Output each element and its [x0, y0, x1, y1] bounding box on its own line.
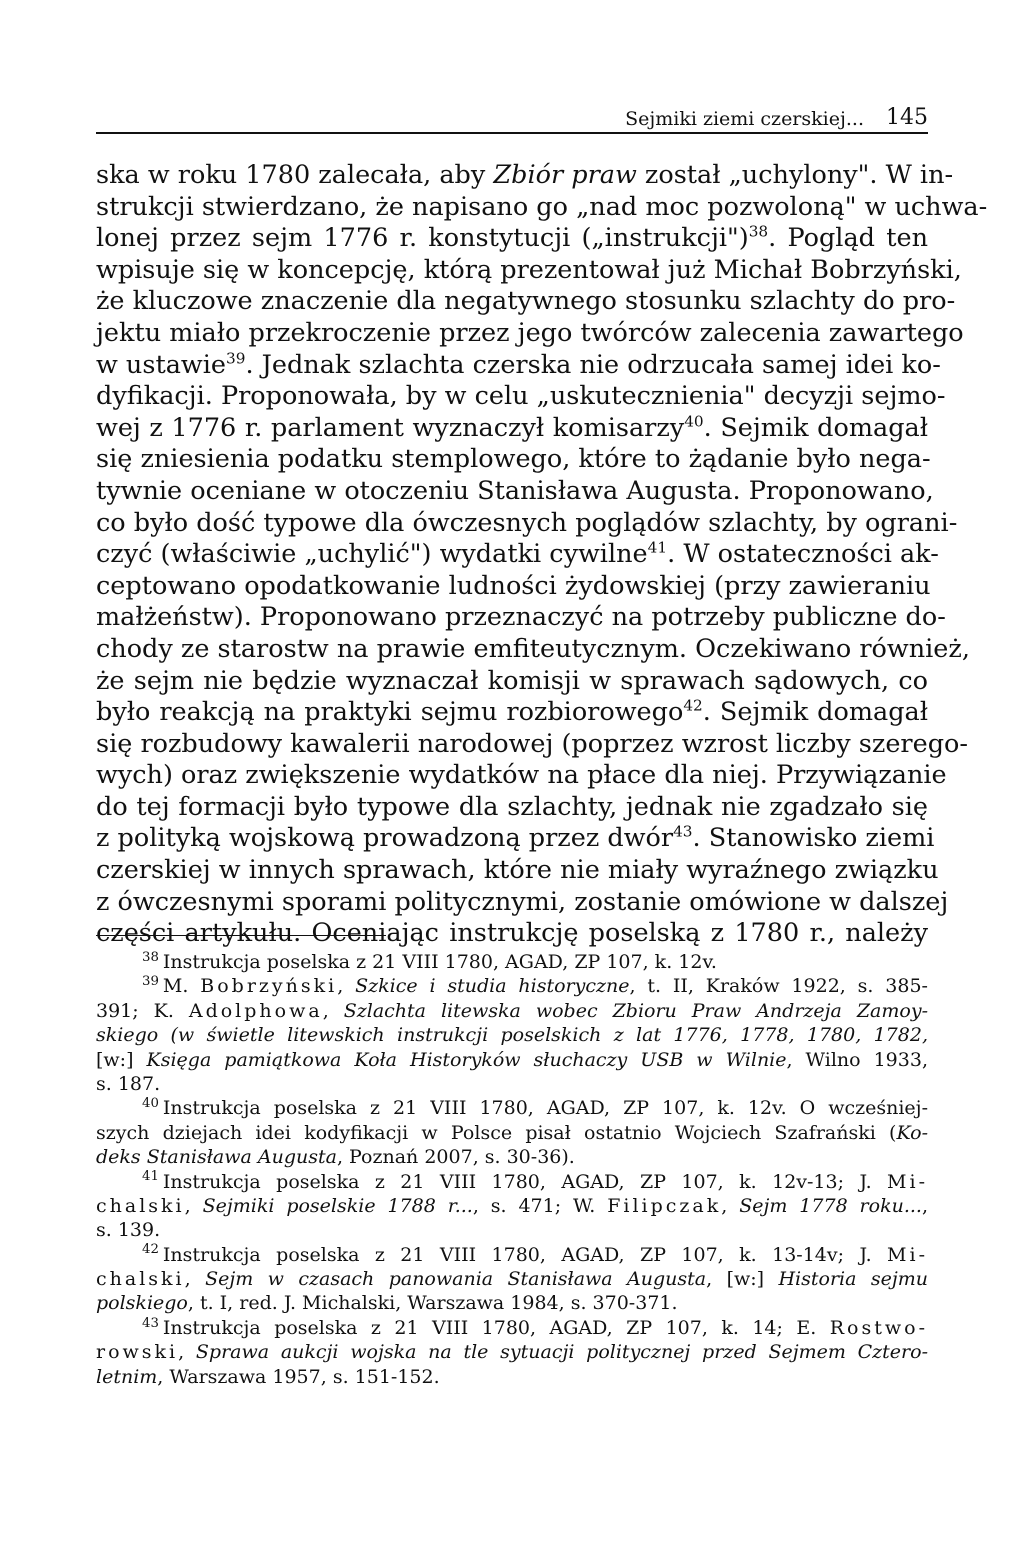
- footnote-line: rowski, Sprawa aukcji wojska na tle sytuacji politycznej przed Sejmem Cztero-: [96, 1341, 928, 1364]
- body-line: czerskiej w innych sprawach, które nie miały wyraźnego związku: [96, 855, 939, 886]
- body-line: że sejm nie będzie wyznaczał komisji w sprawach sądowych, co: [96, 665, 928, 696]
- body-line: że kluczowe znaczenie dla negatywnego stosunku szlachty do pro-: [96, 286, 956, 317]
- body-line: wej z 1776 r. parlament wyznaczył komisarzy$^{40}$. Sejmik domagał: [96, 412, 928, 443]
- running-head: [96, 102, 928, 134]
- body-line: lonej przez sejm 1776 r. konstytucji („instrukcji")$^{38}$. Pogląd ten: [96, 222, 929, 254]
- body-line: wych) oraz zwiększenie wydatków na płace dla niej. Przywiązanie: [96, 760, 947, 791]
- body-line: strukcji stwierdzano, że napisano go „nad moc pozwoloną" w uchwa-: [96, 191, 988, 222]
- body-line: części artykułu. Oceniając instrukcję poselską z 1780 r., należy: [96, 918, 928, 949]
- body-text: [96, 160, 988, 950]
- body-line: chody ze starostw na prawie emfiteutycznym. Oczekiwano również,: [96, 633, 970, 664]
- body-line: ceptowano opodatkowanie ludności żydowskiej (przy zawieraniu: [96, 570, 931, 601]
- footnotes: [96, 950, 928, 1389]
- body-line: z polityką wojskową prowadzoną przez dwór$^{43}$. Stanowisko ziemi: [96, 822, 935, 854]
- footnote-line: [w:] Księga pamiątkowa Koła Historyków słuchaczy USB w Wilnie, Wilno 1933,: [96, 1048, 928, 1071]
- body-line: w ustawie$^{39}$. Jednak szlachta czerska nie odrzucała samej idei ko-: [96, 349, 941, 380]
- footnote-line: s. 139.: [96, 1219, 161, 1242]
- footnote-line: skiego (w świetle litewskich instrukcji poselskich z lat 1776, 1778, 1780, 1782,: [96, 1024, 928, 1047]
- footnote-line: polskiego, t. I, red. J. Michalski, Warszawa 1984, s. 370-371.: [96, 1292, 678, 1315]
- body-line: tywnie oceniane w otoczeniu Stanisława Augusta. Proponowano,: [96, 475, 934, 506]
- page-number: 145: [886, 105, 928, 130]
- footnote-line: $^{41}$ Instrukcja poselska z 21 VIII 1780, AGAD, ZP 107, k. 12v-13; J. Mi-: [142, 1169, 928, 1193]
- footnote-line: chalski, Sejm w czasach panowania Stanisława Augusta, [w:] Historia sejmu: [96, 1268, 928, 1291]
- footnote-line: letnim, Warszawa 1957, s. 151-152.: [96, 1365, 440, 1388]
- footnote-line: $^{43}$ Instrukcja poselska z 21 VIII 1780, AGAD, ZP 107, k. 14; E. Rostwo-: [142, 1315, 928, 1339]
- footnote-line: deks Stanisława Augusta, Poznań 2007, s. 30-36).: [96, 1146, 575, 1169]
- footnote-line: 391; K. Adolphowa, Szlachta litewska wobec Zbioru Praw Andrzeja Zamoy-: [96, 999, 928, 1022]
- footnote-line: $^{40}$ Instrukcja poselska z 21 VIII 1780, AGAD, ZP 107, k. 12v. O wcześniej-: [142, 1096, 928, 1120]
- body-line: czyć (właściwie „uchylić") wydatki cywilne$^{41}$. W ostateczności ak-: [96, 538, 939, 570]
- body-line: dyfikacji. Proponowała, by w celu „uskutecznienia" decyzji sejmo-: [96, 381, 946, 412]
- body-line: było reakcją na praktyki sejmu rozbiorowego$^{42}$. Sejmik domagał: [96, 696, 928, 728]
- body-line: małżeństw). Proponowano przeznaczyć na potrzeby publiczne do-: [96, 602, 946, 633]
- running-head-title: Sejmiki ziemi czerskiej...: [625, 108, 864, 130]
- footnote-divider: [96, 935, 386, 936]
- body-line: z ówczesnymi sporami politycznymi, zostanie omówione w dalszej: [96, 886, 949, 917]
- footnote-line: $^{39}$ M. Bobrzyński, Szkice i studia historyczne, t. II, Kraków 1922, s. 385-: [142, 974, 928, 998]
- body-line: wpisuje się w koncepcję, którą prezentował już Michał Bobrzyński,: [96, 254, 962, 285]
- body-line: jektu miało przekroczenie przez jego twórców zalecenia zawartego: [96, 317, 964, 348]
- body-line: ska w roku 1780 zalecała, aby Zbiór praw został „uchylony". W in-: [96, 160, 954, 190]
- footnote-line: szych dziejach idei kodyfikacji w Polsce pisał ostatnio Wojciech Szafrański (Ko-: [96, 1121, 928, 1144]
- body-line: do tej formacji było typowe dla szlachty, jednak nie zgadzało się: [96, 791, 928, 822]
- body-line: się rozbudowy kawalerii narodowej (poprzez wzrost liczby szerego-: [96, 728, 968, 759]
- footnote-line: $^{42}$ Instrukcja poselska z 21 VIII 1780, AGAD, ZP 107, k. 13-14v; J. Mi-: [142, 1242, 928, 1266]
- footnote-line: chalski, Sejmiki poselskie 1788 r..., s. 471; W. Filipczak, Sejm 1778 roku...,: [96, 1194, 928, 1217]
- body-line: się zniesienia podatku stemplowego, które to żądanie było nega-: [96, 444, 931, 475]
- body-line: co było dość typowe dla ówczesnych poglądów szlachty, by ograni-: [96, 507, 958, 538]
- footnote-line: $^{38}$ Instrukcja poselska z 21 VIII 1780, AGAD, ZP 107, k. 12v.: [142, 949, 717, 973]
- footnote-line: s. 187.: [96, 1072, 161, 1095]
